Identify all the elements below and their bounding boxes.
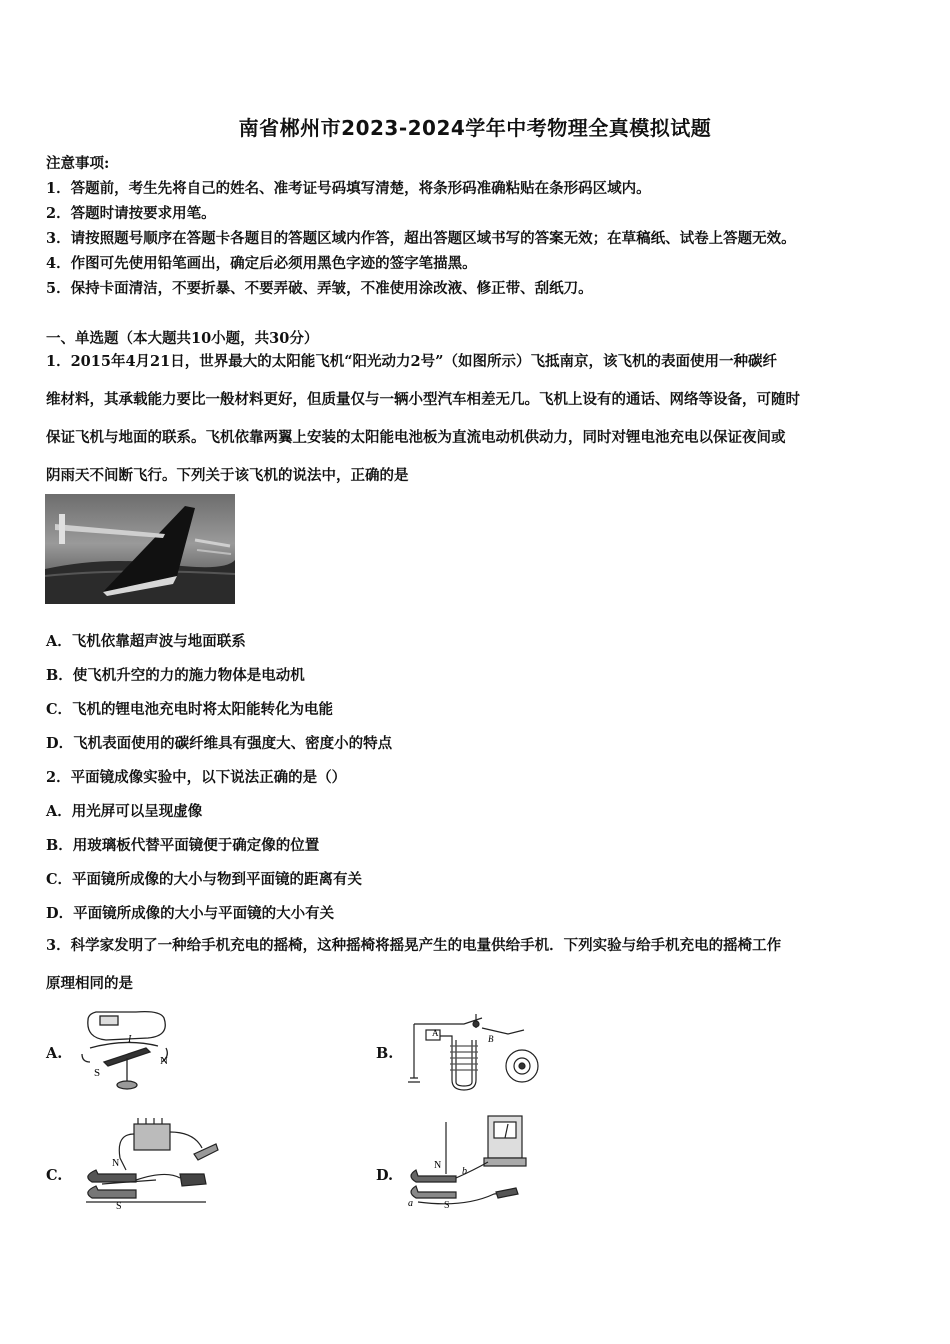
electromagnet-bell-diagram [404,1010,544,1094]
label-i: I [128,1034,132,1045]
label-a: A [432,1028,439,1038]
label-s: S [444,1200,450,1210]
notice-item: 4．作图可先使用铅笔画出，确定后必须用黑色字迹的签字笔描黑。 [46,255,477,272]
question-1-stem [46,343,908,495]
q1-line: 阴雨天不间断飞行。下列关于该飞机的说法中，正确的是 [46,467,409,484]
label-s: S [116,1201,122,1210]
notice-item: 1．答题前，考生先将自己的姓名、准考证号码填写清楚，将条形码准确粘贴在条形码区域内。 [46,180,651,197]
motor-magnet-diagram [76,1114,224,1210]
q1-line: 1．2015年4月21日，世界最大的太阳能飞机“阳光动力2号”（如图所示）飞抵南京，该飞机的表面使用一种碳纤 [46,353,777,370]
q1-option-a: A．飞机依靠超声波与地面联系 [46,633,246,650]
q1-option-b: B．使飞机升空的力的施力物体是电动机 [46,667,305,684]
notice-item: 2．答题时请按要求用笔。 [46,205,216,222]
section-heading: 一、单选题（本大题共10小题，共30分） [46,330,319,347]
notice-item: 3．请按照题号顺序在答题卡各题目的答题区域内作答，超出答题区域书写的答案无效；在草稿纸、试卷上答题无效。 [46,230,796,247]
label-n: N [112,1158,120,1169]
notice-heading: 注意事项: [46,155,110,172]
label-s: S [94,1067,101,1079]
q3-line: 3．科学家发明了一种给手机充电的摇椅，这种摇椅将摇晃产生的电量供给手机．下列实验与给手机充电的摇椅工作 [46,937,782,954]
q3-option-b-label: B. [376,1045,394,1062]
q1-line: 维材料，其承载能力要比一般材料更好，但质量仅与一辆小型汽车相差无几。飞机上设有的通话、网络等设备，可随时 [46,391,800,408]
q1-line: 保证飞机与地面的联系。飞机依靠两翼上安装的太阳能电池板为直流电动机供动力，同时对锂电池充电以保证夜间或 [46,429,786,446]
page-title: 南省郴州市2023-2024学年中考物理全真模拟试题 [238,116,712,140]
label-n: N [160,1055,168,1067]
label-n: N [434,1160,442,1171]
compass-wire-diagram [76,1008,176,1094]
label-b: B [488,1034,494,1044]
q1-option-c: C．飞机的锂电池充电时将太阳能转化为电能 [46,701,334,718]
q3-option-d-label: D. [376,1167,394,1184]
q2-option-b: B．用玻璃板代替平面镜便于确定像的位置 [46,837,320,854]
question-3-stem [46,927,908,1003]
notice-item: 5．保持卡面清洁，不要折暴、不要弄破、弄皱，不准使用涂改液、修正带、刮纸刀。 [46,280,593,297]
q2-option-d: D．平面镜所成像的大小与平面镜的大小有关 [46,905,335,922]
q3-line: 原理相同的是 [46,975,133,992]
q1-option-d: D．飞机表面使用的碳纤维具有强度大、密度小的特点 [46,735,393,752]
galvanometer-magnet-diagram [404,1112,534,1210]
q2-option-a: A．用光屏可以呈现虚像 [46,803,203,820]
q2-option-c: C．平面镜所成像的大小与物到平面镜的距离有关 [46,871,363,888]
question-2-stem: 2．平面镜成像实验中，以下说法正确的是（） [46,769,347,786]
solar-plane-photo [45,494,235,604]
label-a: a [408,1198,413,1209]
q3-option-a-label: A. [46,1045,63,1062]
q3-option-c-label: C. [46,1167,63,1184]
label-b: b [462,1166,467,1177]
